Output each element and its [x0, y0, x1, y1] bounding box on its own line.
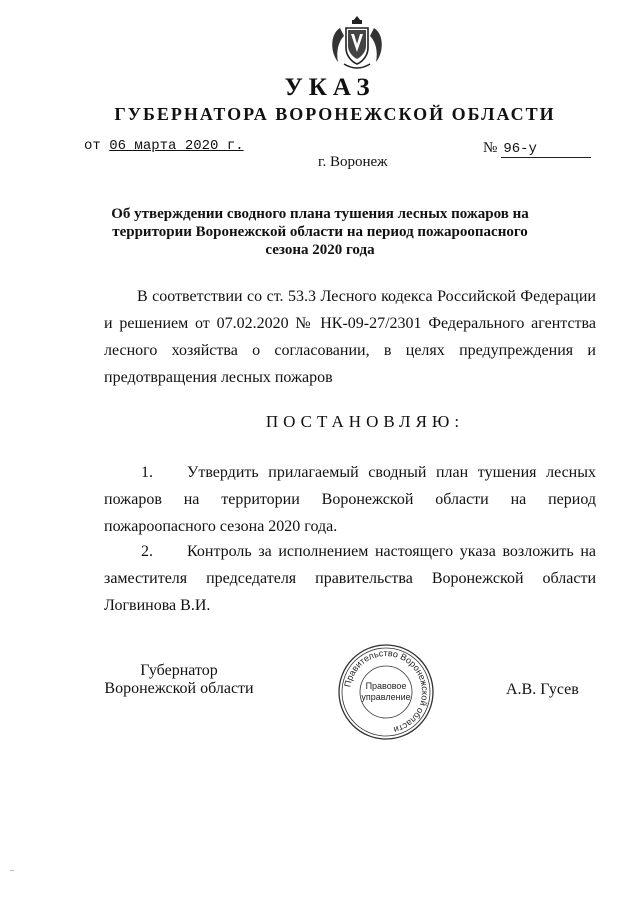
coat-of-arms-emblem — [326, 12, 388, 74]
stamp-center-line-1: Правовое — [365, 681, 407, 691]
item-number: 1. — [141, 464, 153, 481]
signatory-position — [104, 662, 254, 698]
item-text: Контроль за исполнением настоящего указа возложить на заместителя председателя правительства Воронежской области Логвинова В.И. — [104, 543, 596, 614]
decree-subject: Об утверждении сводного плана тушения лесных пожаров на территории Воронежской области на период пожароопасного сезона 2020 года — [111, 206, 529, 258]
decree-issuer: ГУБЕРНАТОРА ВОРОНЕЖСКОЙ ОБЛАСТИ — [114, 104, 556, 124]
resolve-heading: ПОСТАНОВЛЯЮ: — [265, 412, 465, 431]
signatory-name: А.В. Гусев — [506, 681, 579, 698]
number-sign: № — [483, 140, 498, 156]
official-stamp — [336, 642, 436, 742]
list-item — [104, 538, 596, 619]
position-line-1: Губернатор — [140, 662, 218, 679]
decree-date — [84, 138, 244, 154]
stamp-ring-text: Правительство Воронежской области — [342, 647, 431, 736]
page-mark — [10, 870, 14, 871]
item-number: 2. — [141, 543, 153, 560]
item-text: Утвердить прилагаемый сводный план тушения лесных пожаров на территории Воронежской области на период пожароопасного сезона 2020 года. — [104, 464, 596, 535]
number-value: 96-у — [501, 141, 591, 158]
decree-title: УКАЗ — [284, 74, 376, 101]
preamble-paragraph: В соответствии со ст. 53.3 Лесного кодекса Российской Федерации и решением от 07.02.2020 № НК-09-27/2301 Федерального агентства лесного хозяйства о согласовании, в целях предупреждения и предотвращения лесных пожаров — [104, 288, 596, 386]
city: г. Воронеж — [318, 154, 388, 170]
date-value: 06 марта 2020 г. — [109, 138, 244, 154]
stamp-center-line-2: управление — [361, 692, 411, 702]
decree-number — [483, 139, 613, 158]
date-prefix: от — [84, 138, 101, 154]
position-line-2: Воронежской области — [104, 680, 254, 697]
list-item — [104, 459, 596, 540]
